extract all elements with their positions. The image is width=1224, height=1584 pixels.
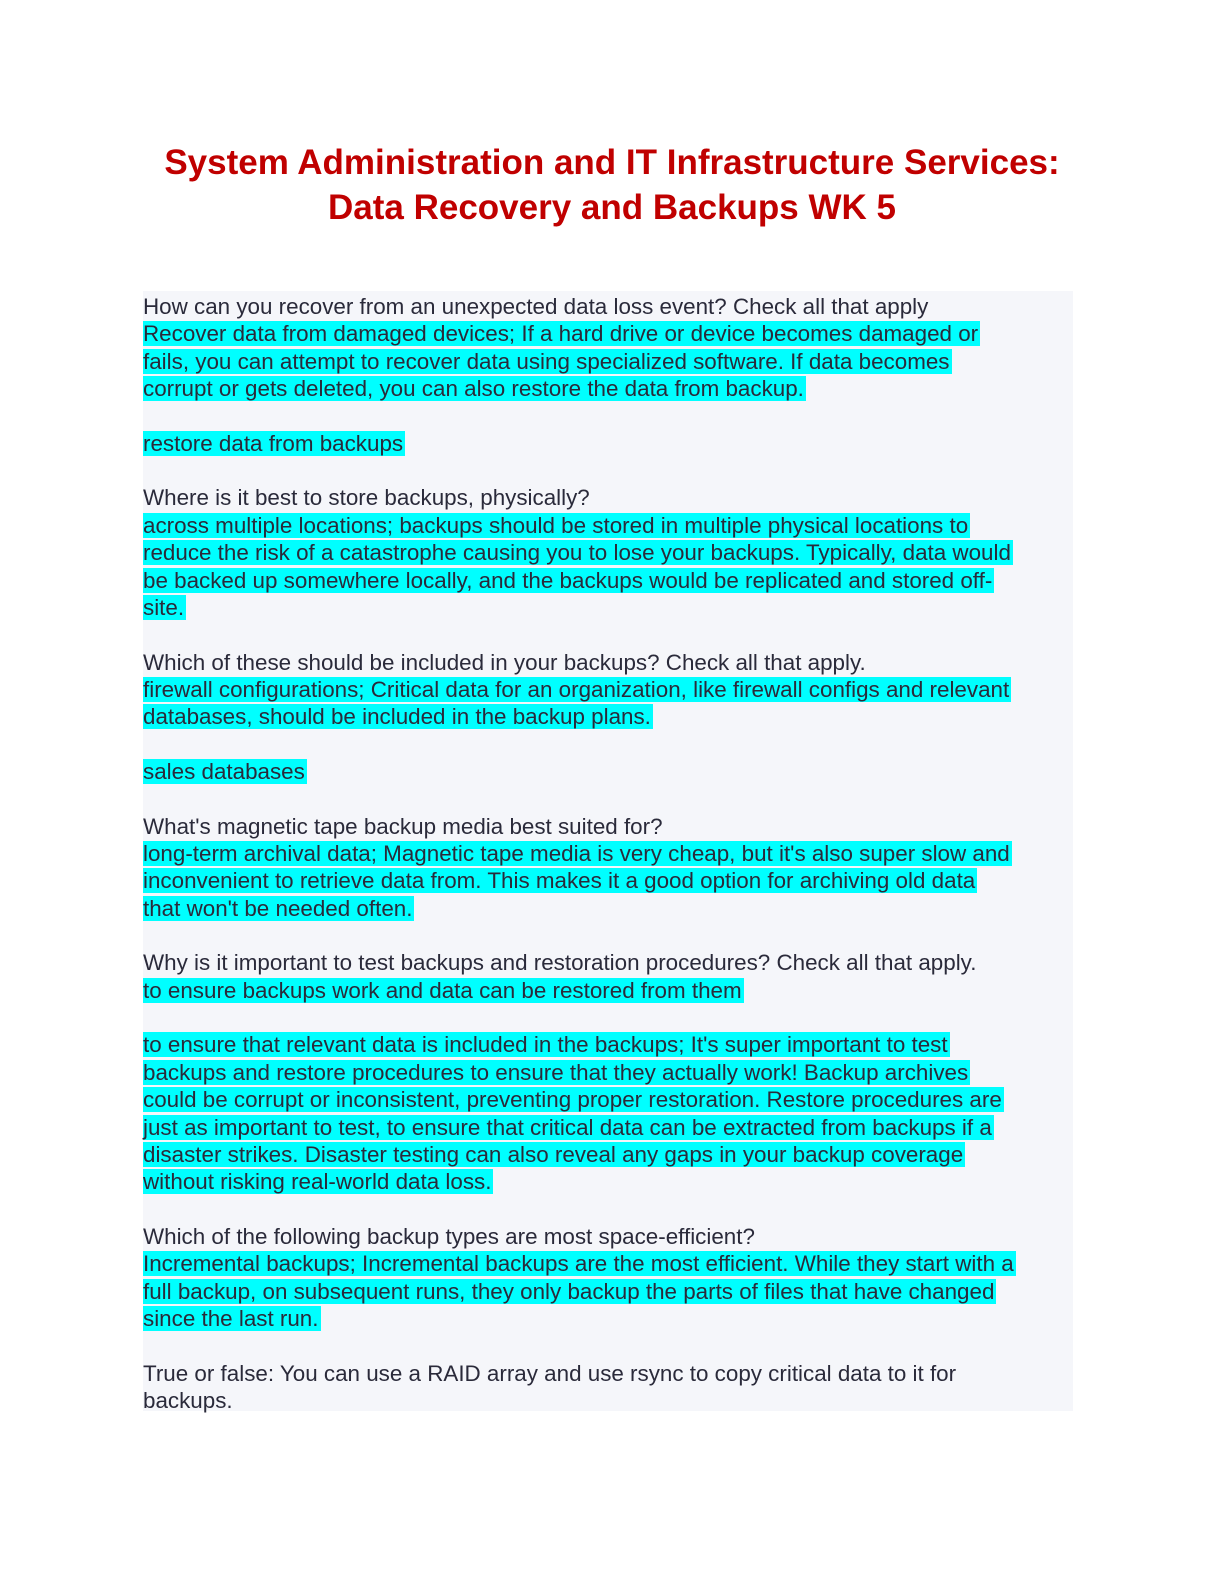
question-text: Where is it best to store backups, physically? — [143, 485, 590, 511]
question-line — [143, 484, 590, 512]
highlighted-answer-text: sales databases — [143, 758, 305, 784]
highlighted-answer-text: could be corrupt or inconsistent, preventing proper restoration. Restore procedures are — [143, 1087, 1002, 1113]
document-title-line-2: Data Recovery and Backups WK 5 — [328, 188, 896, 227]
highlighted-answer-text: backups and restore procedures to ensure that they actually work! Backup archives — [143, 1059, 969, 1085]
answer-line — [143, 594, 186, 622]
answer-line — [143, 867, 977, 895]
answer-line — [143, 320, 980, 348]
question-line — [143, 293, 928, 321]
answer-line — [143, 1305, 321, 1333]
highlighted-answer-text: Incremental backups; Incremental backups are the most efficient. While they start with a — [143, 1251, 1014, 1277]
question-line — [143, 649, 866, 677]
question-text: Which of these should be included in your backups? Check all that apply. — [143, 649, 866, 675]
answer-line — [143, 840, 1012, 868]
answer-line — [143, 375, 806, 403]
document-title-line-1: System Administration and IT Infrastructure Services: — [164, 143, 1060, 182]
answer-line — [143, 539, 1013, 567]
answer-line — [143, 1168, 493, 1196]
question-text: True or false: You can use a RAID array and use rsync to copy critical data to it for — [143, 1360, 957, 1386]
answer-line — [143, 348, 952, 376]
answer-line — [143, 1086, 1004, 1114]
answer-line — [143, 567, 994, 595]
highlighted-answer-text: full backup, on subsequent runs, they only backup the parts of files that have changed — [143, 1278, 995, 1304]
answer-line — [143, 1278, 996, 1306]
highlighted-answer-text: long-term archival data; Magnetic tape media is very cheap, but it's also super slow and — [143, 841, 1010, 866]
answer-line — [143, 1250, 1016, 1278]
highlighted-answer-text: corrupt or gets deleted, you can also restore the data from backup. — [143, 376, 804, 402]
question-line — [143, 1387, 233, 1415]
question-text: How can you recover from an unexpected data loss event? Check all that apply — [143, 294, 929, 319]
highlighted-answer-text: just as important to test, to ensure that critical data can be extracted from backups if a — [143, 1114, 992, 1140]
answer-line — [143, 512, 970, 540]
highlighted-answer-text: be backed up somewhere locally, and the backups would be replicated and stored off- — [143, 567, 993, 593]
highlighted-answer-text: since the last run. — [143, 1305, 319, 1331]
answer-line — [143, 1141, 965, 1169]
highlighted-answer-text: fails, you can attempt to recover data using specialized software. If data becomes — [143, 348, 950, 374]
answer-line — [143, 758, 307, 786]
question-text: Which of the following backup types are most space-efficient? — [143, 1223, 755, 1249]
highlighted-answer-text: reduce the risk of a catastrophe causing you to lose your backups. Typically, data would — [143, 540, 1011, 566]
highlighted-answer-text: to ensure that relevant data is included in the backups; It's super important to test — [143, 1032, 948, 1058]
highlighted-answer-text: disaster strikes. Disaster testing can also reveal any gaps in your backup coverage — [143, 1141, 964, 1167]
highlighted-answer-text: inconvenient to retrieve data from. This makes it a good option for archiving old data — [143, 868, 976, 894]
question-line — [143, 949, 976, 977]
question-text: Why is it important to test backups and restoration procedures? Check all that apply. — [143, 950, 977, 976]
highlighted-answer-text: Recover data from damaged devices; If a hard drive or device becomes damaged or — [143, 321, 979, 347]
answer-line — [143, 1114, 994, 1142]
question-line — [143, 1223, 755, 1251]
document-title — [0, 140, 1224, 230]
answer-line — [143, 895, 414, 923]
highlighted-answer-text: restore data from backups — [143, 430, 404, 456]
answer-line — [143, 977, 744, 1005]
answer-line — [143, 1059, 970, 1087]
question-line — [143, 1360, 956, 1388]
highlighted-answer-text: firewall configurations; Critical data for an organization, like firewall configs and relevant — [143, 676, 1010, 702]
answer-line — [143, 676, 1011, 704]
highlighted-answer-text: that won't be needed often. — [143, 895, 413, 921]
highlighted-answer-text: databases, should be included in the backup plans. — [143, 704, 651, 730]
highlighted-answer-text: without risking real-world data loss. — [143, 1169, 492, 1195]
question-text: backups. — [143, 1388, 233, 1413]
question-text: What's magnetic tape backup media best suited for? — [143, 813, 663, 839]
highlighted-answer-text: across multiple locations; backups should be stored in multiple physical locations to — [143, 512, 969, 538]
qa-content-panel — [143, 291, 1073, 1411]
highlighted-answer-text: site. — [143, 594, 185, 620]
answer-line — [143, 1031, 950, 1059]
highlighted-answer-text: to ensure backups work and data can be restored from them — [143, 977, 742, 1003]
question-line — [143, 813, 663, 841]
answer-line — [143, 430, 405, 458]
answer-line — [143, 703, 653, 731]
